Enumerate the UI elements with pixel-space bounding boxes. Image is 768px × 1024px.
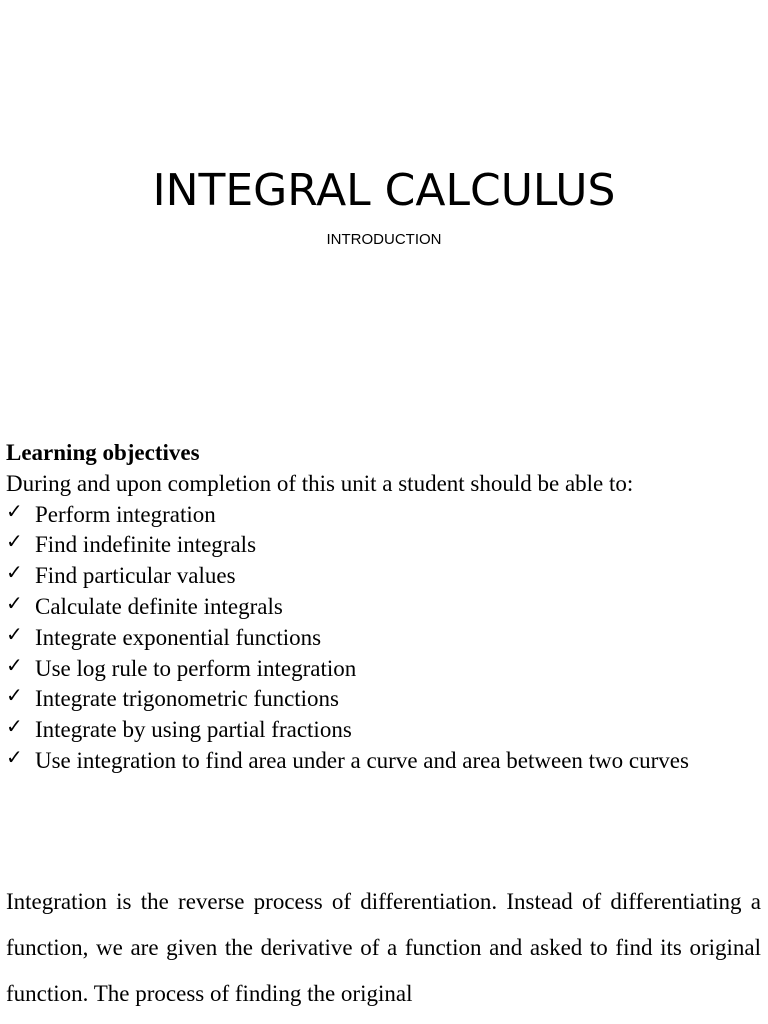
objective-text: Find particular values (35, 563, 236, 589)
objectives-heading: Learning objectives (6, 440, 200, 465)
learning-objectives-section (6, 438, 766, 777)
check-icon: ✓ (6, 560, 23, 585)
objective-item (6, 561, 766, 592)
check-icon: ✓ (6, 652, 23, 677)
page-title: INTEGRAL CALCULUS (152, 165, 616, 216)
objective-item (6, 530, 766, 561)
check-icon: ✓ (6, 621, 23, 646)
objective-item (6, 746, 766, 777)
objective-item (6, 623, 766, 654)
objective-text: Find indefinite integrals (35, 532, 257, 558)
check-icon: ✓ (6, 714, 23, 739)
objective-text: Integrate exponential functions (35, 624, 322, 650)
body-paragraph: Integration is the reverse process of differentiation. Instead of differentiating a function, we are given the derivative of a function and asked to find its original function. The process of finding the original (6, 889, 761, 1006)
objective-item (6, 592, 766, 623)
check-icon: ✓ (6, 498, 23, 523)
objective-text: Perform integration (35, 501, 216, 527)
objective-text: Use integration to find area under a curve and area between two curves (35, 747, 689, 773)
check-icon: ✓ (6, 590, 23, 615)
objective-item (6, 715, 766, 746)
objectives-intro: During and upon completion of this unit a student should be able to: (6, 470, 634, 496)
objective-item (6, 654, 766, 685)
objective-text: Use log rule to perform integration (35, 655, 357, 681)
objective-item (6, 500, 766, 531)
check-icon: ✓ (6, 683, 23, 708)
check-icon: ✓ (6, 529, 23, 554)
check-icon: ✓ (6, 744, 23, 769)
objective-text: Integrate by using partial fractions (35, 717, 352, 743)
objective-text: Integrate trigonometric functions (35, 686, 340, 712)
page-subtitle: INTRODUCTION (326, 231, 442, 248)
objective-text: Calculate definite integrals (35, 593, 283, 619)
objective-list (6, 500, 766, 777)
objective-item (6, 684, 766, 715)
